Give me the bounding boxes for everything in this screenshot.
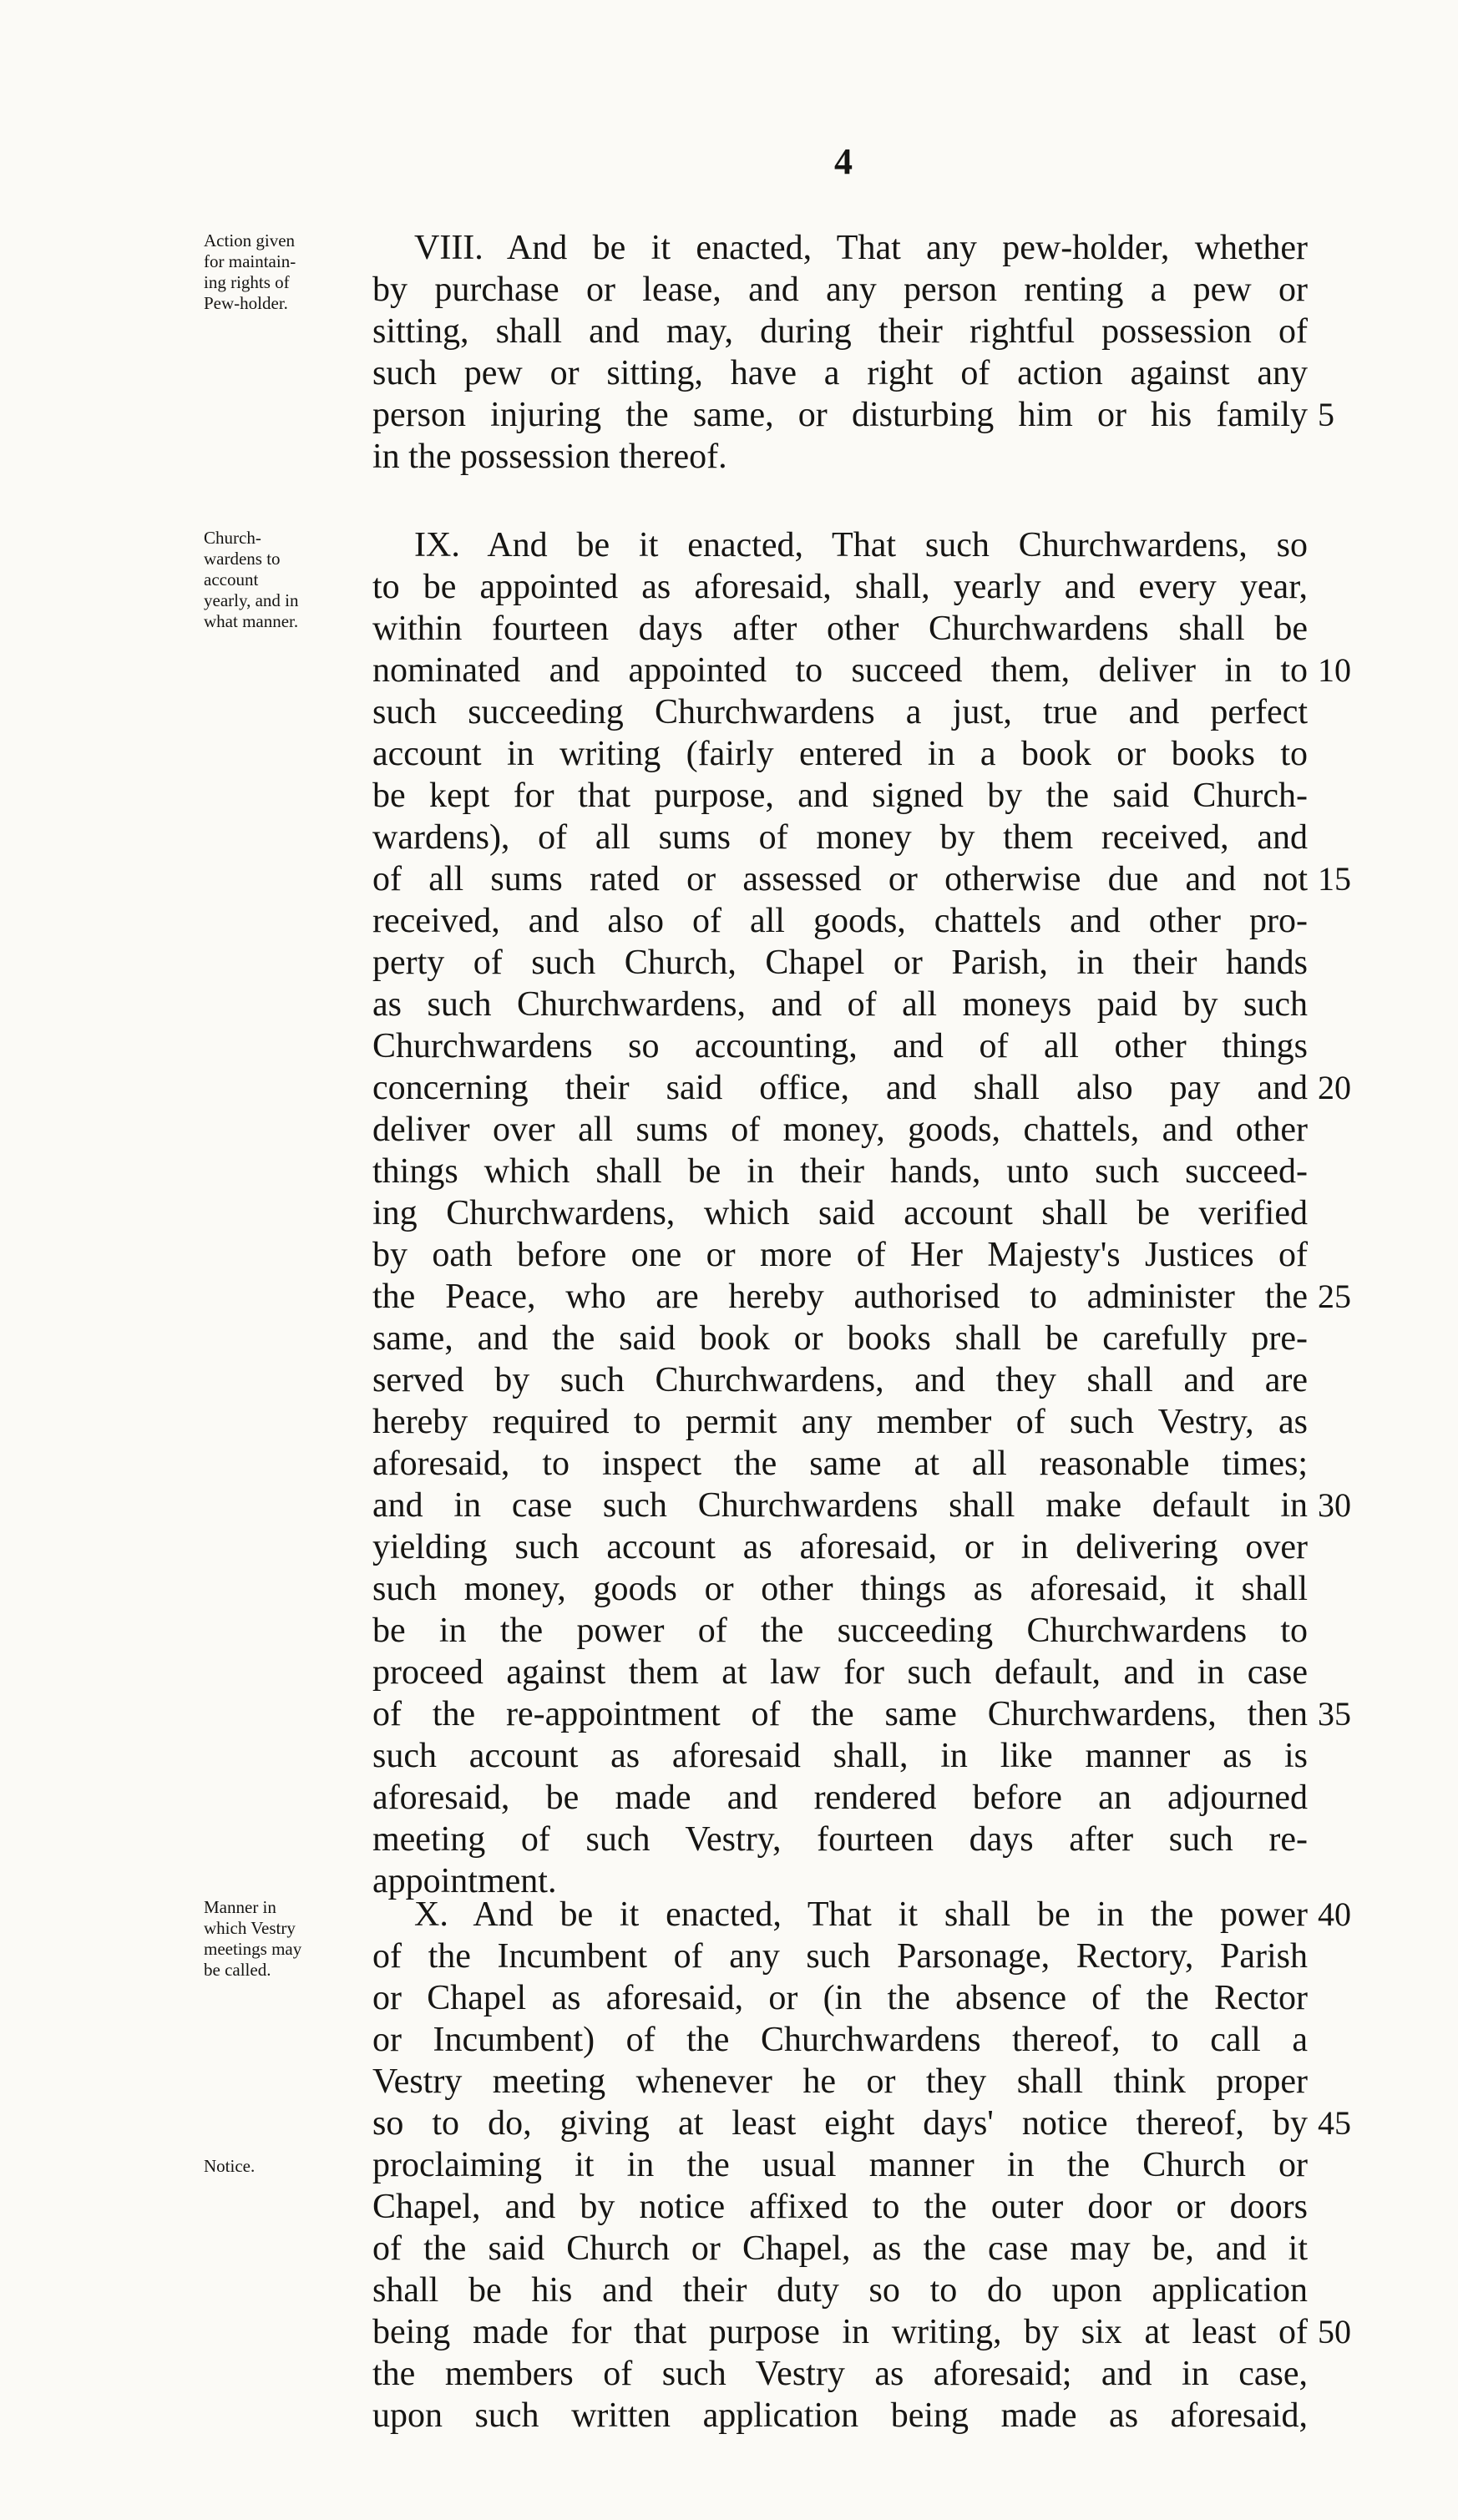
text-line	[0, 1359, 1458, 1401]
text-line	[0, 2103, 1458, 2144]
line-text: such succeeding Churchwardens a just, true and perfect	[372, 693, 1308, 731]
text-line	[0, 900, 1458, 942]
line-text: as such Churchwardens, and of all moneys paid by such	[372, 985, 1308, 1024]
text-line	[0, 352, 1458, 394]
line-text: appointment.	[372, 1862, 557, 1900]
text-line	[0, 608, 1458, 650]
text-line	[0, 1485, 1458, 1526]
text-line	[0, 1067, 1458, 1109]
text-line	[0, 1610, 1458, 1652]
text-line	[0, 733, 1458, 775]
margin-note: Manner in which Vestry meetings may be called.	[204, 1897, 302, 1980]
line-text: be in the power of the succeeding Churchwardens to	[372, 1612, 1308, 1650]
line-text: person injuring the same, or disturbing him or his family	[372, 396, 1308, 434]
line-text: or Chapel as aforesaid, or (in the absence of the Rector	[372, 1979, 1308, 2017]
line-text: nominated and appointed to succeed them, deliver in to	[372, 651, 1308, 690]
line-text: Churchwardens so accounting, and of all other things	[372, 1027, 1308, 1065]
line-number: 35	[1318, 1695, 1351, 1733]
line-text: aforesaid, to inspect the same at all reasonable times;	[372, 1445, 1308, 1483]
text-line	[0, 2311, 1458, 2353]
line-text: to be appointed as aforesaid, shall, yearly and every year,	[372, 568, 1308, 606]
line-number: 5	[1318, 396, 1334, 433]
text-line	[0, 2353, 1458, 2395]
text-line	[0, 858, 1458, 900]
line-text: concerning their said office, and shall also pay and	[372, 1069, 1308, 1107]
text-line	[0, 942, 1458, 984]
line-text: of the Incumbent of any such Parsonage, Rectory, Parish	[372, 1937, 1308, 1976]
line-text: so to do, giving at least eight days' notice thereof, by	[372, 2104, 1308, 2143]
text-line	[0, 1276, 1458, 1318]
line-text: the Peace, who are hereby authorised to administer the	[372, 1278, 1308, 1316]
text-line	[0, 227, 1458, 269]
line-text: served by such Churchwardens, and they shall and are	[372, 1361, 1308, 1399]
text-line	[0, 1894, 1458, 1936]
text-line	[0, 775, 1458, 817]
line-text: shall be his and their duty so to do upon application	[372, 2271, 1308, 2310]
text-line	[0, 1443, 1458, 1485]
line-text: Vestry meeting whenever he or they shall think proper	[372, 2062, 1308, 2101]
text-line	[0, 311, 1458, 352]
line-text: within fourteen days after other Churchwardens shall be	[372, 610, 1308, 648]
text-line	[0, 524, 1458, 566]
line-text: yielding such account as aforesaid, or in delivering over	[372, 1528, 1308, 1566]
line-text: upon such written application being made as aforesaid,	[372, 2396, 1308, 2435]
line-text: ing Churchwardens, which said account shall be verified	[372, 1194, 1308, 1232]
text-line	[0, 2019, 1458, 2061]
line-number: 45	[1318, 2104, 1351, 2142]
margin-note-notice: Notice.	[204, 2156, 256, 2176]
line-text: Chapel, and by notice affixed to the outer door or doors	[372, 2188, 1308, 2226]
line-text: by oath before one or more of Her Majesty's Justices of	[372, 1236, 1308, 1274]
line-number: 30	[1318, 1486, 1351, 1524]
line-text: perty of such Church, Chapel or Parish, in their hands	[372, 944, 1308, 982]
line-text: such money, goods or other things as aforesaid, it shall	[372, 1570, 1308, 1608]
text-line	[0, 1735, 1458, 1777]
line-text: VIII. And be it enacted, That any pew-holder, whether	[414, 229, 1308, 267]
line-text: being made for that purpose in writing, by six at least of	[372, 2313, 1308, 2351]
line-text: X. And be it enacted, That it shall be in the power	[414, 1895, 1308, 1934]
text-line	[0, 1777, 1458, 1819]
line-text: the members of such Vestry as aforesaid; and in case,	[372, 2355, 1308, 2393]
text-line	[0, 1526, 1458, 1568]
text-line	[0, 2228, 1458, 2270]
text-line	[0, 2395, 1458, 2437]
line-number: 10	[1318, 651, 1351, 689]
line-text: hereby required to permit any member of such Vestry, as	[372, 1403, 1308, 1441]
line-text: such pew or sitting, have a right of action against any	[372, 354, 1308, 392]
text-line	[0, 2061, 1458, 2103]
text-line	[0, 269, 1458, 311]
text-line	[0, 1977, 1458, 2019]
text-line	[0, 691, 1458, 733]
text-line	[0, 1025, 1458, 1067]
line-text: proceed against them at law for such default, and in case	[372, 1653, 1308, 1692]
text-line	[0, 1652, 1458, 1693]
line-text: deliver over all sums of money, goods, chattels, and other	[372, 1111, 1308, 1149]
line-text: wardens), of all sums of money by them received, and	[372, 818, 1308, 857]
line-text: aforesaid, be made and rendered before an adjourned	[372, 1779, 1308, 1817]
line-text: account in writing (fairly entered in a book or books to	[372, 735, 1308, 773]
line-text: of the re-appointment of the same Churchwardens, then	[372, 1695, 1308, 1733]
text-line	[0, 1819, 1458, 1860]
line-text: same, and the said book or books shall be carefully pre-	[372, 1319, 1308, 1358]
line-text: things which shall be in their hands, unto such succeed-	[372, 1152, 1308, 1191]
text-line	[0, 2186, 1458, 2228]
line-text: such account as aforesaid shall, in like manner as is	[372, 1737, 1308, 1775]
text-line	[0, 1693, 1458, 1735]
line-text: and in case such Churchwardens shall make default in	[372, 1486, 1308, 1525]
text-line	[0, 1401, 1458, 1443]
text-line	[0, 394, 1458, 436]
margin-note: Church- wardens to account yearly, and in what manner.	[204, 528, 299, 631]
line-text: of the said Church or Chapel, as the case may be, and it	[372, 2229, 1308, 2268]
line-number: 15	[1318, 860, 1351, 898]
text-line	[0, 2270, 1458, 2311]
line-text: of all sums rated or assessed or otherwise due and not	[372, 860, 1308, 898]
text-line	[0, 1568, 1458, 1610]
text-line	[0, 1936, 1458, 1977]
text-line	[0, 817, 1458, 858]
line-number: 25	[1318, 1278, 1351, 1315]
line-text: in the possession thereof.	[372, 438, 727, 476]
text-line	[0, 566, 1458, 608]
line-text: meeting of such Vestry, fourteen days after such re-	[372, 1820, 1308, 1859]
page-number: 4	[834, 141, 853, 182]
text-line	[0, 436, 1458, 478]
text-line	[0, 1234, 1458, 1276]
text-line	[0, 1109, 1458, 1151]
text-line	[0, 650, 1458, 691]
line-text: be kept for that purpose, and signed by the said Church-	[372, 777, 1308, 815]
line-text: sitting, shall and may, during their rightful possession of	[372, 312, 1308, 351]
margin-note: Action given for maintain- ing rights of Pew-holder.	[204, 230, 296, 313]
line-number: 20	[1318, 1069, 1351, 1106]
line-text: by purchase or lease, and any person renting a pew or	[372, 271, 1308, 309]
text-line	[0, 984, 1458, 1025]
line-text: received, and also of all goods, chattels and other pro-	[372, 902, 1308, 940]
line-number: 50	[1318, 2313, 1351, 2350]
text-line	[0, 1318, 1458, 1359]
line-text: proclaiming it in the usual manner in the Church or	[372, 2146, 1308, 2184]
line-text: or Incumbent) of the Churchwardens thereof, to call a	[372, 2021, 1308, 2059]
line-number: 40	[1318, 1895, 1351, 1933]
text-line	[0, 1192, 1458, 1234]
text-line	[0, 1151, 1458, 1192]
line-text: IX. And be it enacted, That such Churchwardens, so	[414, 526, 1308, 564]
